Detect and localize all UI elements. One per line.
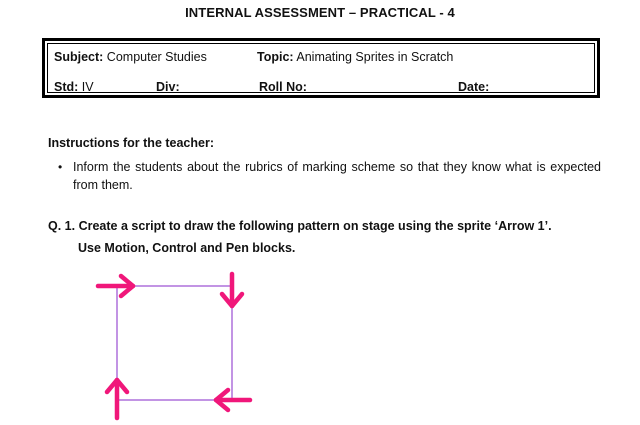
instructions-heading: Instructions for the teacher: [48, 136, 214, 150]
instruction-item: Inform the students about the rubrics of marking scheme so that they know what is expected from them. [73, 160, 601, 192]
square-path [117, 286, 232, 400]
subject-label: Subject: [54, 50, 104, 64]
bullet-icon: • [58, 160, 63, 174]
arrow-right-icon [98, 276, 133, 296]
question-1-line-1: Q. 1. Create a script to draw the following pattern on stage using the sprite ‘Arrow 1’. [48, 219, 552, 233]
std-value: IV [81, 80, 94, 94]
arrow-up-icon [107, 380, 127, 418]
date-label: Date: [458, 80, 490, 94]
topic-label: Topic: [257, 50, 294, 64]
arrow-left-icon [216, 390, 250, 410]
div-label: Div: [156, 80, 180, 94]
topic-value: Animating Sprites in Scratch [296, 50, 454, 64]
page-title: INTERNAL ASSESSMENT – PRACTICAL - 4 [185, 5, 455, 20]
arrow-down-icon [222, 274, 242, 306]
std-label: Std: [54, 80, 79, 94]
question-1-line-2: Use Motion, Control and Pen blocks. [78, 241, 296, 255]
roll-no-label: Roll No: [259, 80, 307, 94]
subject-value: Computer Studies [106, 50, 207, 64]
